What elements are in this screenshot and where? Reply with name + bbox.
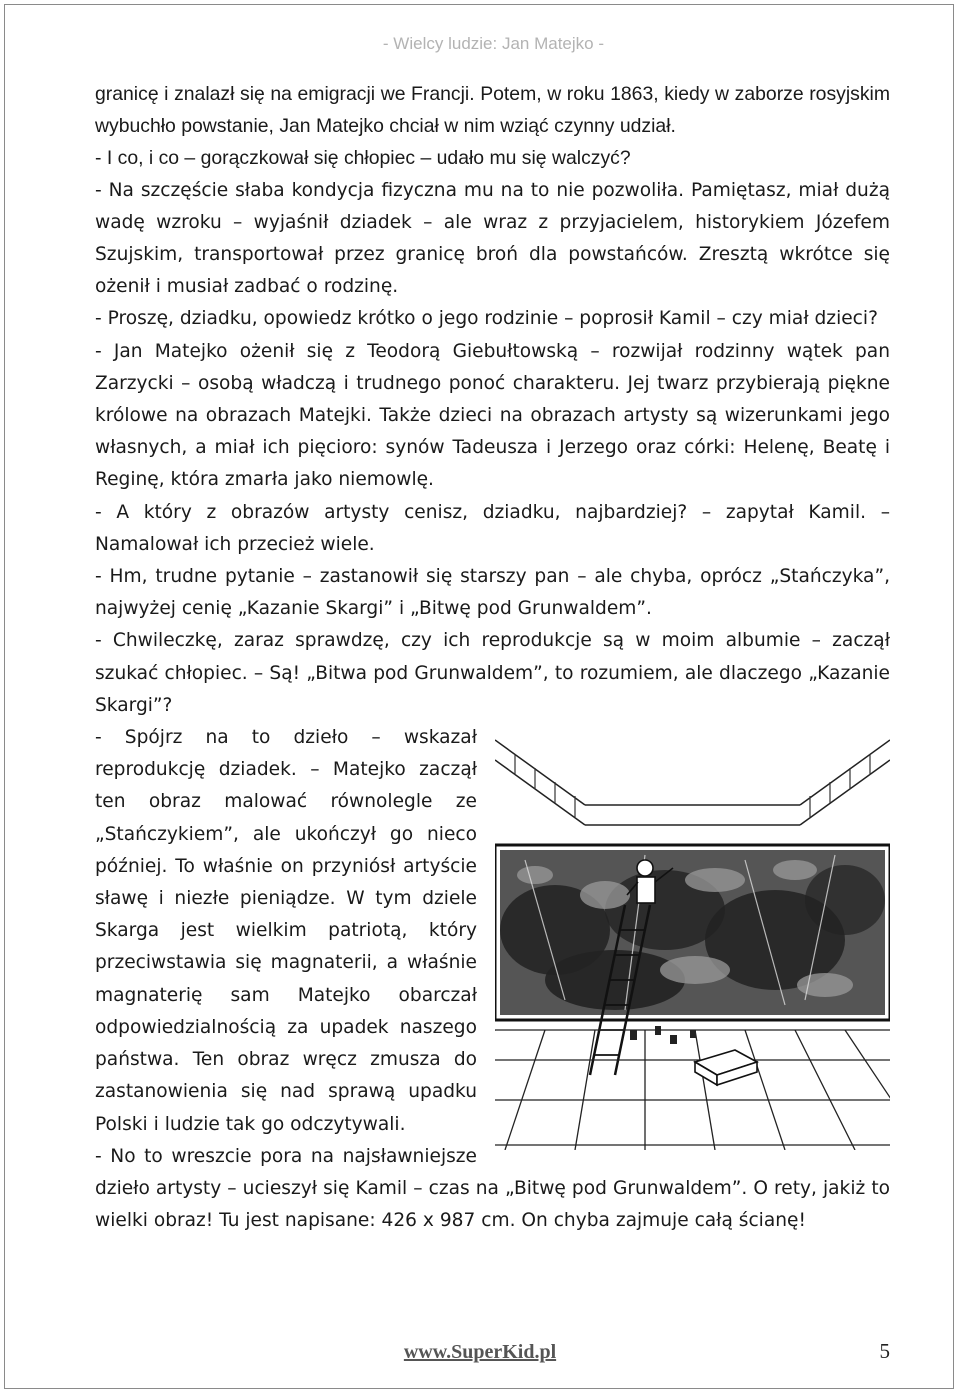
paragraph: - Hm, trudne pytanie – zastanowił się starszy pan – ale chyba, oprócz „Stańczyka”, najwyżej cenię „Kazanie Skargi” i „Bitwę pod Grunwaldem”.: [95, 566, 890, 620]
website-link[interactable]: www.SuperKid.pl: [403, 1341, 557, 1363]
paragraph: granicę i znalazł się na emigracji we Francji. Potem, w roku 1863, kiedy w zaborze rosyjskim wybuchło powstanie, Jan Matejko chciał w nim wziąć czynny udział.: [95, 83, 890, 138]
painting-illustration: [495, 730, 890, 1150]
story-text: [95, 78, 890, 1237]
paragraph: - Spójrz na to dzieło – wskazał reprodukcję dziadek. – Matejko zaczął ten obraz malować równolegle ze „Stańczykiem”, ale ukończył go nieco później. To właśnie on przyniósł artyście sławę i niezłe pieniądze. W tym dziele Skarga jest wielkim patriotą, który przeciwstawia się magnaterii, a właśnie magnaterię sam Matejko obarczał odpowiedzialnością za upadek naszego państwa. Ten obraz wręcz zmusza do zastanowienia się nad sprawą upadku Polski i ludzie tak go odczytywali.: [95, 727, 477, 1135]
paragraph: - Na szczęście słaba kondycja fizyczna mu na to nie pozwoliła. Pamiętasz, miał dużą wadę wzroku – wyjaśnił dziadek – ale wraz z przyjacielem, historykiem Józefem Szujskim, transportował przez granicę broń dla powstańców. Zresztą wkrótce się ożenił i musiał zadbać o rodzinę.: [95, 179, 890, 298]
paragraph: - No to wreszcie pora na najsławniejsze dzieło artysty – ucieszył się Kamil – czas na „Bitwę pod Grunwaldem”. O rety, jakiż to wielki obraz! Tu jest napisane: 426 x 987 cm. On chyba zajmuje całą ścianę!: [95, 1145, 890, 1232]
page-number: 5: [879, 1339, 890, 1363]
paragraph: - Jan Matejko ożenił się z Teodorą Giebułtowską – rozwijał rodzinny wątek pan Zarzycki – osobą władczą i trudnego ponoć charakteru. Jej twarz przybierają piękne królowe na obrazach Matejki. Także dzieci na obrazach artysty są wizerunkami jego własnych, a miał ich pięcioro: synów Tadeusza i Jerzego oraz córki: Helenę, Beatę i Reginę, która zmarła jako niemowlę.: [95, 340, 890, 491]
page-header: - Wielcy ludzie: Jan Matejko -: [382, 34, 604, 53]
paragraph: - Proszę, dziadku, opowiedz krótko o jego rodzinie – poprosił Kamil – czy miał dzieci?: [95, 308, 878, 330]
paragraph: - Chwileczkę, zaraz sprawdzę, czy ich reprodukcje są w moim albumie – zaczął szukać chłopiec. – Są! „Bitwa pod Grunwaldem”, to rozumiem, ale dlaczego „Kazanie Skargi”?: [95, 630, 890, 716]
paragraph: - A który z obrazów artysty cenisz, dziadku, najbardziej? – zapytał Kamil. – Namalował ich przecież wiele.: [95, 501, 890, 555]
paragraph: - I co, i co – gorączkował się chłopiec – udało mu się walczyć?: [95, 147, 631, 170]
